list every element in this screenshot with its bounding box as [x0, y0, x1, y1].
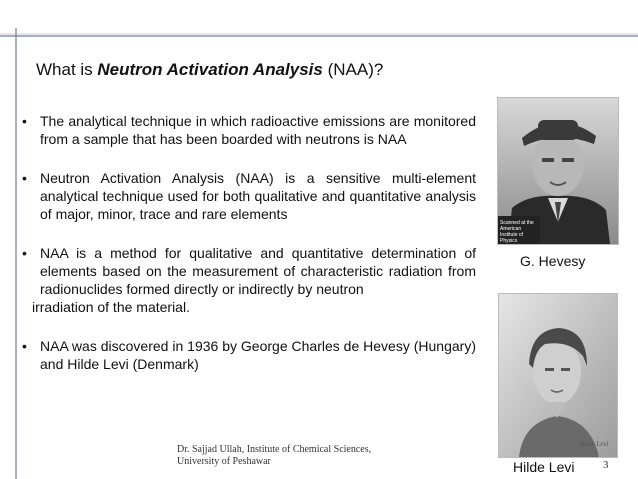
hevesy-caption: G. Hevesy	[520, 253, 586, 269]
bullet-text: NAA is a method for qualitative and quantitative determination of elements based on the measurement of characteristic radiation from radionuclides formed directly or indirectly by neutron	[40, 245, 476, 297]
list-item	[20, 337, 476, 373]
footer	[177, 444, 371, 468]
hevesy-photo	[497, 97, 619, 245]
footer-line: University of Peshawar	[177, 456, 271, 467]
title-emphasis: Neutron Activation Analysis	[97, 60, 323, 79]
bullet-continuation: irradiation of the material.	[32, 299, 190, 315]
bullet-text: Neutron Activation Analysis (NAA) is a sensitive multi-element analytical technique used for both qualitative and quantitative analysis of major, minor, trace and rare elements	[40, 170, 476, 222]
page-title	[36, 60, 383, 80]
bullet-text: The analytical technique in which radioactive emissions are monitored from a sample that has been boarded with neutrons is NAA	[40, 113, 476, 147]
list-item	[20, 244, 476, 316]
bullet-list	[20, 112, 476, 394]
signature: Hilde Levi	[579, 440, 609, 448]
title-prefix: What is	[36, 60, 98, 79]
scan-note: Scanned at the American Institute of Physics	[500, 220, 534, 244]
list-item	[20, 169, 476, 223]
portrait-image	[499, 294, 617, 457]
bullet-text: NAA was discovered in 1936 by George Charles de Hevesy (Hungary) and Hilde Levi (Denmark)	[40, 338, 476, 372]
list-item	[20, 112, 476, 148]
footer-line: Dr. Sajjad Ullah, Institute of Chemical Sciences,	[177, 444, 372, 455]
title-suffix: (NAA)?	[322, 60, 384, 79]
levi-caption: Hilde Levi	[513, 459, 575, 475]
levi-photo	[498, 293, 618, 458]
page-number: 3	[603, 459, 609, 471]
